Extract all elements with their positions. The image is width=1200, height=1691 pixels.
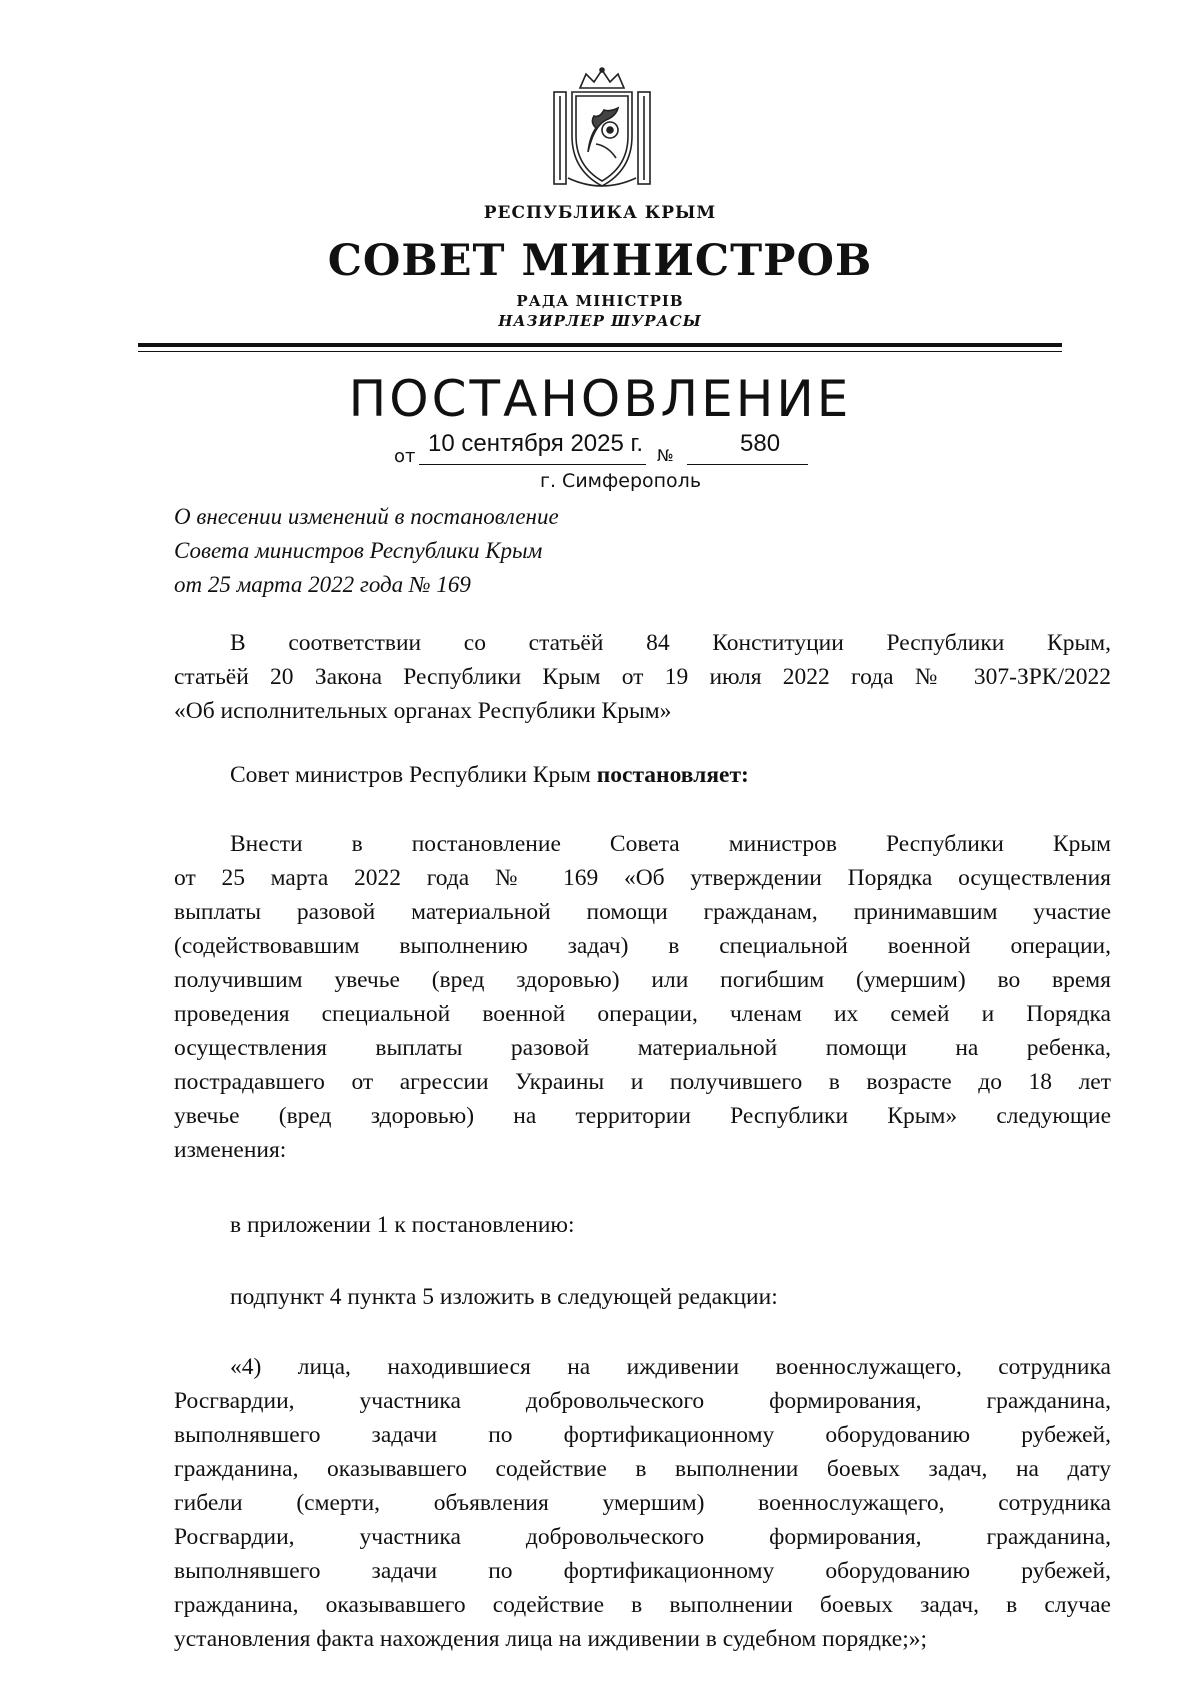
text-line: статьёй 20 Закона Республики Крым от 19 июля 2022 года № 307-ЗРК/2022 (174, 664, 1111, 690)
text-line: Росгвардии, участника добровольческого формирования, гражданина, (174, 1388, 1111, 1414)
issue-city: г. Симферополь (540, 470, 702, 492)
appendix-paragraph (174, 1208, 1111, 1242)
text-line: Внести в постановление Совета министров Республики Крым (230, 831, 1111, 857)
text-line: Росгвардии, участника добровольческого формирования, гражданина, (174, 1524, 1111, 1550)
decree-number: 580 (740, 430, 781, 457)
number-label: № (657, 446, 674, 465)
main-paragraph (174, 827, 1111, 1167)
subitem-paragraph (174, 1280, 1111, 1314)
text-line: проведения специальной военной операции, членам их семей и Порядка (174, 1001, 1111, 1027)
date-underline (419, 464, 646, 465)
council-title-ukrainian: РАДА МІНІСТРІВ (516, 292, 684, 310)
subject-line: от 25 марта 2022 года № 169 (174, 572, 471, 597)
header-rule-thin (138, 351, 1062, 352)
text-line: «Об исполнительных органах Республики Крым» (174, 698, 672, 724)
text-line: выплаты разовой материальной помощи гражданам, принимавшим участие (174, 899, 1111, 925)
text-line: установления факта нахождения лица на иждивении в судебном порядке;»; (174, 1626, 928, 1652)
text-line: гражданина, оказывавшего содействие в выполнении боевых задач, на дату (174, 1456, 1111, 1482)
text-line: выполнявшего задачи по фортификационному оборудованию рубежей, (174, 1422, 1111, 1448)
republic-name: РЕСПУБЛИКА КРЫМ (483, 203, 717, 223)
resolves-keyword: постановляет: (596, 762, 749, 788)
text-line: от 25 марта 2022 года № 169 «Об утверждении Порядка осуществления (174, 865, 1111, 891)
subject-line: Совета министров Республики Крым (174, 538, 543, 563)
subject-line: О внесении изменений в постановление (174, 504, 559, 529)
text-line: гражданина, оказывавшего содействие в выполнении боевых задач, в случае (174, 1592, 1111, 1618)
date-prefix-label: от (394, 446, 416, 467)
decree-date: 10 сентября 2025 г. (428, 430, 643, 457)
text-line: «4) лица, находившиеся на иждивении военнослужащего, сотрудника (230, 1354, 1111, 1380)
quoted-amendment-paragraph (174, 1350, 1111, 1656)
preamble-paragraph (174, 626, 1111, 728)
text-line: пострадавшего от агрессии Украины и получившего в возрасте до 18 лет (174, 1069, 1111, 1095)
text-line: подпункт 4 пункта 5 изложить в следующей редакции: (230, 1284, 778, 1310)
text-line: получившим увечье (вред здоровью) или погибшим (умершим) во время (174, 967, 1111, 993)
decree-title: ПОСТАНОВЛЕНИЕ (348, 370, 852, 428)
text-line: гибели (смерти, объявления умершим) военнослужащего, сотрудника (174, 1490, 1111, 1516)
coat-of-arms-emblem (550, 66, 654, 194)
resolves-text: Совет министров Республики Крым (230, 762, 597, 788)
text-line: В соответствии со статьёй 84 Конституции Республики Крым, (230, 630, 1111, 656)
header-rule-thick (138, 343, 1062, 347)
number-underline (687, 464, 808, 465)
text-line: изменения: (174, 1137, 287, 1163)
text-line (174, 758, 1111, 792)
decree-body (174, 626, 1111, 1656)
text-line: в приложении 1 к постановлению: (230, 1212, 575, 1238)
text-line: осуществления выплаты разовой материальной помощи на ребенка, (174, 1035, 1111, 1061)
council-title-crimean-tatar: НАЗИРЛЕР ШУРАСЫ (498, 312, 702, 330)
text-line: выполнявшего задачи по фортификационному оборудованию рубежей, (174, 1558, 1111, 1584)
text-line: (содействовавшим выполнению задач) в специальной военной операции, (174, 933, 1111, 959)
resolves-paragraph (174, 758, 1111, 792)
council-title: СОВЕТ МИНИСТРОВ (327, 236, 873, 286)
decree-subject (174, 500, 874, 602)
text-line: увечье (вред здоровью) на территории Республики Крым» следующие (174, 1103, 1111, 1129)
